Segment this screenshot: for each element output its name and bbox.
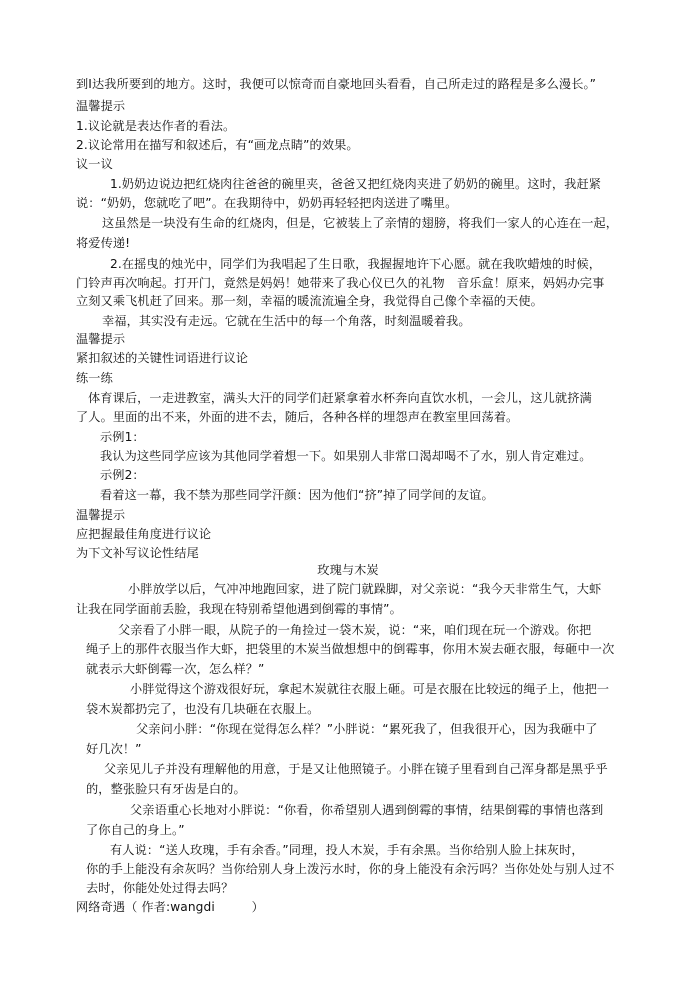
- text-line: 有人说：“送人玫瑰，手有余香。”同理，投人木炭，手有余黑。当你给别人脸上抹灰时，: [110, 843, 584, 857]
- text-line: 到I达我所要到的地方。这时，我便可以惊奇而自豪地回头看看，自己所走过的路程是多么漫长。”: [76, 77, 597, 91]
- text-line: 父亲问小胖：“你现在觉得怎么样？”小胖说：“累死我了，但我很开心，因为我砸中了: [136, 722, 598, 736]
- section-heading: 温馨提示: [76, 508, 126, 522]
- story-title: 玫瑰与木炭: [317, 563, 379, 577]
- text-line: 小胖放学以后，气冲冲地跑回家，进了院门就跺脚，对父亲说：“我今天非常生气，大虾: [128, 582, 602, 596]
- text-line: 将爱传递!: [76, 236, 131, 250]
- text-line: 为下文补写议论性结尾: [76, 546, 199, 560]
- text-line: 父亲见儿子并没有理解他的用意，于是又让他照镜子。小胖在镜子里看到自己浑身都是黑乎乎: [104, 762, 608, 776]
- text-line: 这虽然是一块没有生命的红烧肉，但是，它被装上了亲情的翅膀，将我们一家人的心连在一起，: [102, 216, 619, 230]
- section-heading: 温馨提示: [76, 332, 126, 346]
- text-line: 我认为这些同学应该为其他同学着想一下。如果别人非常口渴却喝不了水，别人肯定难过。: [100, 449, 592, 463]
- text-line: 了你自己的身上。”: [86, 823, 185, 837]
- text-line: 1.议论就是表达作者的看法。: [76, 119, 236, 133]
- text-line: 说：“奶奶，您就吃了吧”。在我期待中，奶奶再轻轻把肉送进了嘴里。: [76, 196, 458, 210]
- text-line: 门铃声再次响起。打开门，竟然是妈妈！她带来了我心仪已久的礼物 音乐盒！原来，妈妈办完事: [76, 276, 605, 290]
- text-line: 了人。里面的出不来，外面的进不去，随后，各种各样的埋怨声在教室里回荡着。: [76, 410, 519, 424]
- text-line: 父亲看了小胖一眼，从院子的一角捡过一袋木炭，说：“来，咱们现在玩一个游戏。你把: [118, 623, 592, 637]
- text-line: 看着这一幕，我不禁为那些同学汗颜：因为他们“挤”掉了同学间的友谊。: [100, 488, 494, 502]
- text-line: 体育课后，一走进教室，满头大汗的同学们赶紧拿着水杯奔向直饮水机，一会儿，这儿就挤满: [88, 391, 592, 405]
- text-line: 2.议论常用在描写和叙述后，有“画龙点睛”的效果。: [76, 138, 359, 152]
- text-line: 的，整张脸只有牙齿是白的。: [86, 782, 246, 796]
- footer-title: 网络奇遇（ 作者:wangdi ）: [76, 900, 264, 914]
- section-heading: 练一练: [76, 371, 113, 385]
- text-line: 应把握最佳角度进行议论: [76, 527, 212, 541]
- text-line: 就表示大虾倒霉一次，怎么样？”: [86, 662, 265, 676]
- text-line: 让我在同学面前丢脸，我现在特别希望他遇到倒霉的事情”。: [76, 602, 402, 616]
- text-line: 紧扣叙述的关键性词语进行议论: [76, 351, 249, 365]
- text-line: 幸福，其实没有走远。它就在生活中的每一个角落，时刻温暖着我。: [102, 314, 471, 328]
- text-line: 小胖觉得这个游戏很好玩，拿起木炭就往衣服上砸。可是衣服在比较远的绳子上，他把一: [130, 682, 610, 696]
- text-line: 立刻又乘飞机赶了回来。那一刻，幸福的暖流流遍全身，我觉得自己像个幸福的天使。: [76, 294, 543, 308]
- section-heading: 温馨提示: [76, 99, 126, 113]
- text-line: 2.在摇曳的烛光中，同学们为我唱起了生日歌，我握握地许下心愿。就在我吹蜡烛的时候，: [110, 257, 602, 271]
- section-heading: 议一议: [76, 157, 113, 171]
- text-line: 父亲语重心长地对小胖说：“你看，你希望别人遇到倒霉的事情，结果倒霉的事情也落到: [130, 803, 604, 817]
- text-line: 示例1：: [100, 430, 145, 444]
- text-line: 示例2：: [100, 468, 145, 482]
- text-line: 去时，你能处处过得去吗？: [86, 881, 234, 895]
- text-line: 好几次！”: [86, 742, 142, 756]
- text-line: 1.奶奶边说边把红烧肉往爸爸的碗里夹，爸爸又把红烧肉夹进了奶奶的碗里。这时，我赶紧: [110, 177, 602, 191]
- text-line: 绳子上的那件衣服当作大虾，把袋里的木炭当做想想中的倒霉事，你用木炭去砸衣服，每砸中一次: [86, 642, 615, 656]
- text-line: 你的手上能没有余灰吗？当你给别人身上泼污水时，你的身上能没有余污吗？当你处处与别人过不: [86, 862, 615, 876]
- text-line: 袋木炭都扔完了，也没有几块砸在衣服上。: [86, 702, 320, 716]
